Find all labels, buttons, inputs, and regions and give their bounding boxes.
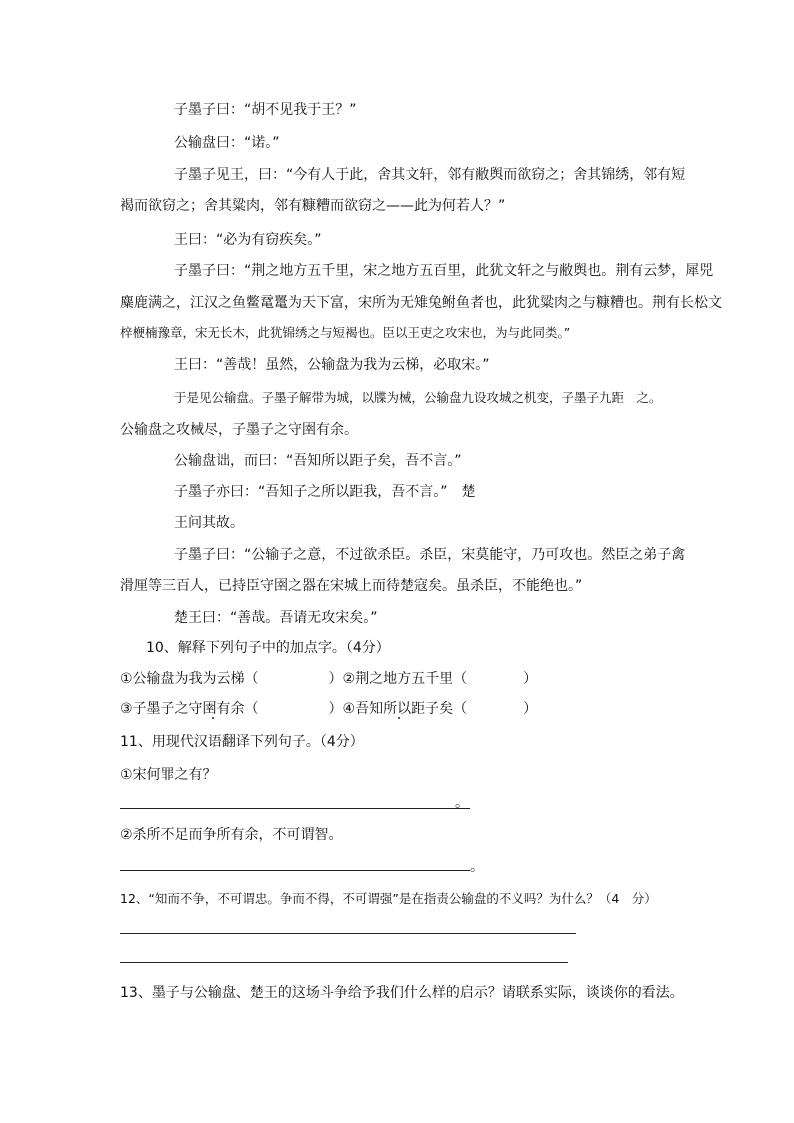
passage-line-1: 子墨子曰：“胡不见我于王？” (174, 102, 357, 118)
question-10-items-a: ①公输盘为我为云梯（ ）②荆之地方五千里（ ） (120, 671, 538, 687)
question-11-sentence-1: ①宋何罪之有？ (120, 767, 217, 783)
question-12: 12、“知而不争，不可谓忠。争而不得，不可谓强”是在指责公输盘的不义吗？为什么？（4 分） (120, 891, 657, 906)
question-13: 13、墨子与公输盘、楚王的这场斗争给予我们什么样的启示？请联系实际，谈谈你的看法。 (120, 985, 684, 1001)
answer-line[interactable] (120, 808, 470, 809)
passage-line-11: 公输盘之攻械尽，子墨子之守圉有余。 (120, 422, 358, 438)
emphasis-dot (398, 717, 400, 719)
passage-line-7: 麋鹿满之，江汉之鱼鳖鼋鼍为天下富，宋所为无雉兔鲋鱼者也，此犹粱肉之与糠糟也。荆有长松文 (120, 295, 722, 311)
passage-line-5: 王曰：“必为有窃疾矣。” (174, 232, 322, 248)
answer-period: 。 (470, 859, 484, 875)
passage-line-2: 公输盘曰：“诺。” (174, 135, 280, 151)
passage-line-13: 子墨子亦曰：“吾知子之所以距我，吾不言。” 楚 (174, 484, 476, 500)
question-11: 11、用现代汉语翻译下列句子。（4分） (120, 734, 364, 750)
passage-line-9: 王曰：“善哉！虽然，公输盘为我为云梯，必取宋。” (174, 357, 490, 373)
question-11-sentence-2: ②杀所不足而争所有余，不可谓智。 (120, 827, 343, 843)
answer-period: 。 (455, 795, 469, 811)
passage-line-6: 子墨子曰：“荆之地方五千里，宋之地方五百里，此犹文轩之与敝舆也。荆有云梦，犀兕 (174, 263, 714, 279)
question-10: 10、解释下列句子中的加点字。（4分） (146, 640, 390, 656)
passage-line-8: 梓楩楠豫章，宋无长木，此犹锦绣之与短褐也。臣以王吏之攻宋也，为与此同类。” (120, 325, 571, 340)
passage-line-15: 子墨子曰：“公输子之意，不过欲杀臣。杀臣，宋莫能守，乃可攻也。然臣之弟子禽 (174, 547, 686, 563)
passage-line-12: 公输盘诎，而曰：“吾知所以距子矣，吾不言。” (174, 453, 462, 469)
answer-line[interactable] (120, 933, 576, 934)
question-10-items-b: ③子墨子之守圉有余（ ）④吾知所以距子矣（ ） (120, 701, 538, 717)
answer-line[interactable] (120, 870, 470, 871)
passage-line-4: 褐而欲窃之；舍其粱肉，邻有糠糟而欲窃之——此为何若人？” (120, 198, 506, 214)
emphasis-dot (212, 717, 214, 719)
passage-line-14: 王问其故。 (174, 515, 244, 531)
passage-line-3: 子墨子见王，曰：“今有人于此，舍其文轩，邻有敝舆而欲窃之；舍其锦绣，邻有短 (174, 167, 686, 183)
passage-line-17: 楚王曰：“善哉。吾请无攻宋矣。” (174, 610, 378, 626)
passage-line-10: 于是见公输盘。子墨子解带为城，以牒为械，公输盘九设攻城之机变，子墨子九距 之。 (174, 390, 662, 405)
passage-line-16: 滑厘等三百人，已持臣守圉之器在宋城上而待楚寇矣。虽杀臣，不能绝也。” (120, 578, 583, 594)
answer-line[interactable] (120, 962, 568, 963)
